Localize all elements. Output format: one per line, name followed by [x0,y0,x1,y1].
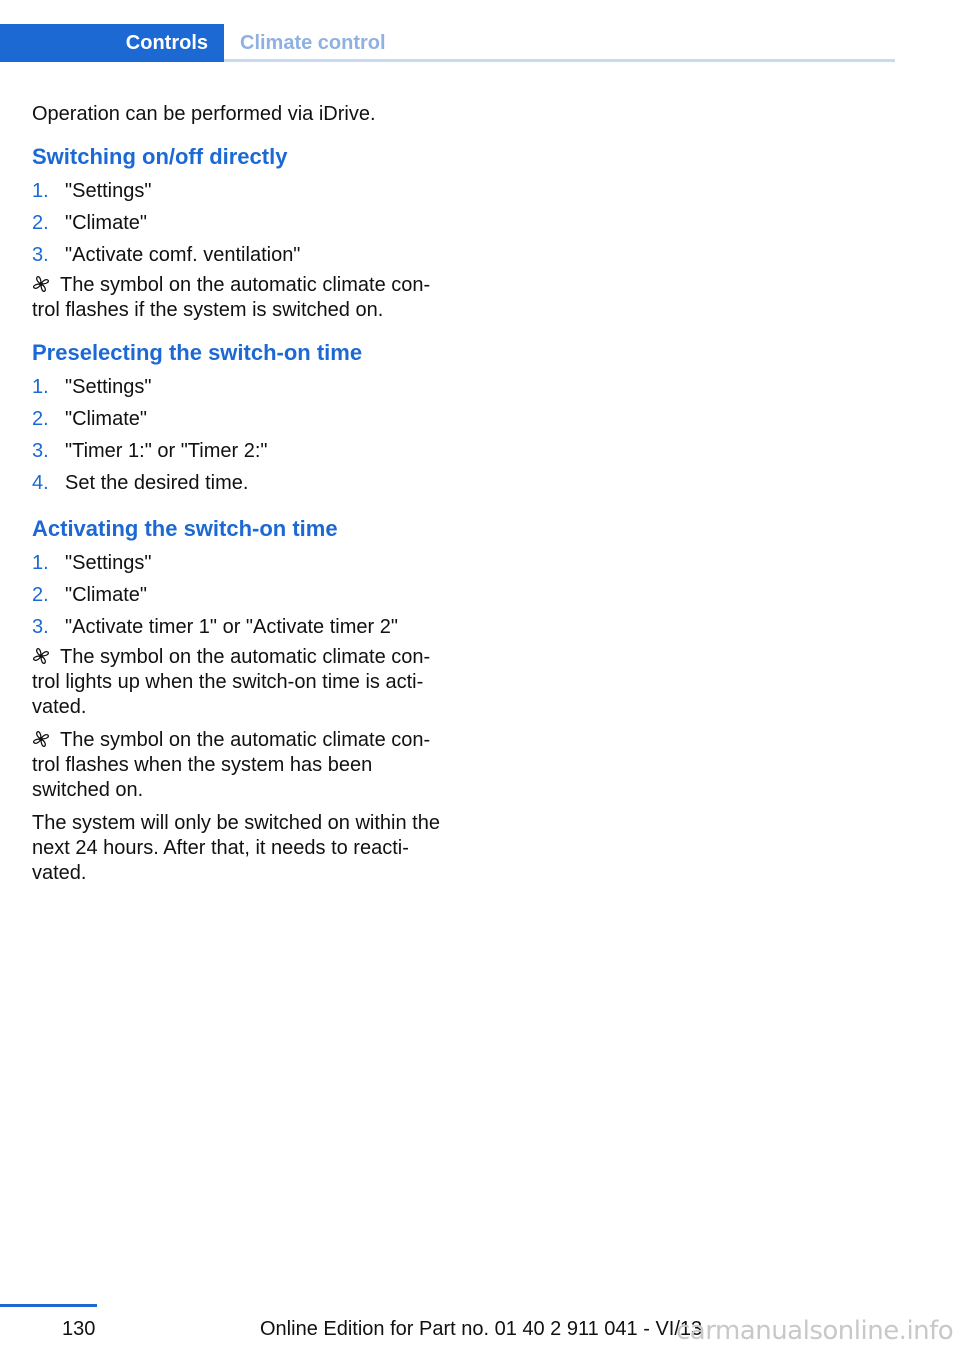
step-number: 1. [32,180,49,202]
closing-text: The system will only be switched on within the next 24 hours. After that, it needs to reacti-vated. [32,812,440,884]
list-item [32,611,444,643]
indicator-note [32,273,444,323]
list-item [32,435,444,467]
step-text: "Climate" [65,212,147,234]
page-number: 130 [62,1318,96,1340]
step-number: 3. [32,244,49,266]
step-text: "Climate" [65,408,147,430]
list-item [32,579,444,611]
indicator-note-text: The symbol on the automatic climate con-trol lights up when the switch-on time is acti-vated. [32,646,431,718]
indicator-note [32,728,444,803]
step-text: "Settings" [65,376,152,398]
step-text: Set the desired time. [65,472,249,494]
section-heading-activating: Activating the switch-on time [32,516,338,541]
step-number: 1. [32,376,49,398]
step-number: 4. [32,472,49,494]
section-heading-preselecting: Preselecting the switch-on time [32,340,363,365]
list-item [32,239,444,271]
step-text: "Activate comf. ventilation" [65,244,301,266]
footer-divider [0,1304,97,1307]
indicator-note [32,645,444,720]
page-header [0,24,895,62]
list-item [32,403,444,435]
step-text: "Settings" [65,552,152,574]
header-tab-climate-control[interactable]: Climate control [240,32,386,54]
indicator-note-text: The symbol on the automatic climate con-trol flashes if the system is switched on. [32,274,431,321]
step-number: 3. [32,440,49,462]
step-number: 2. [32,584,49,606]
steps-list-activating [32,547,444,643]
step-number: 3. [32,616,49,638]
list-item [32,547,444,579]
intro-text: Operation can be performed via iDrive. [32,103,376,125]
list-item [32,467,444,499]
fan-icon [32,274,50,294]
step-text: "Activate timer 1" or "Activate timer 2" [65,616,398,638]
steps-list-switching [32,175,444,271]
step-text: "Settings" [65,180,152,202]
list-item [32,207,444,239]
fan-icon [32,646,50,666]
steps-list-preselecting [32,371,444,499]
list-item [32,371,444,403]
main-content [32,102,444,894]
step-number: 2. [32,212,49,234]
section-heading-switching: Switching on/off directly [32,144,288,169]
step-text: "Climate" [65,584,147,606]
step-number: 1. [32,552,49,574]
list-item [32,175,444,207]
fan-icon [32,729,50,749]
step-text: "Timer 1:" or "Timer 2:" [65,440,268,462]
indicator-note-text: The symbol on the automatic climate con-trol flashes when the system has been switched on. [32,729,431,801]
header-tab-controls[interactable]: Controls [0,24,224,62]
edition-text: Online Edition for Part no. 01 40 2 911 041 - VI/13 [260,1318,703,1340]
watermark: carmanualsonline.info [676,1316,954,1346]
header-divider [224,59,895,62]
step-number: 2. [32,408,49,430]
